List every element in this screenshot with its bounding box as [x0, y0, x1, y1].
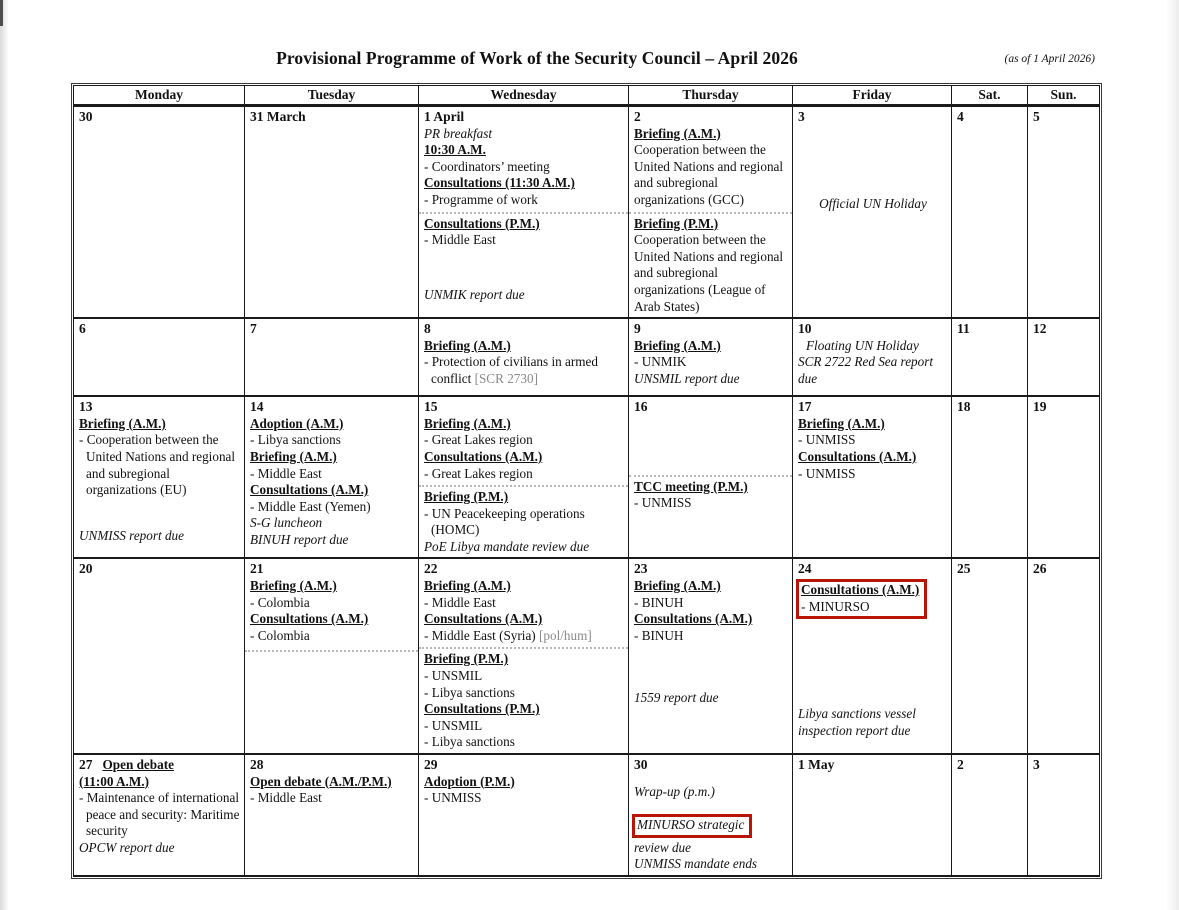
day-number-label: 8	[424, 321, 431, 337]
day-number	[424, 109, 625, 126]
session-heading: Consultations (A.M.)	[424, 611, 543, 627]
session-heading: Briefing (A.M.)	[250, 448, 337, 464]
day-cell	[74, 558, 245, 754]
agenda-item: - Programme of work	[424, 191, 538, 207]
day-number-label: 25	[957, 561, 971, 577]
note-italic: Libya sanctions vessel inspection report due	[798, 706, 916, 738]
day-cell-content	[250, 321, 415, 393]
weekday-header: Sun.	[1028, 86, 1100, 106]
spacer	[250, 644, 415, 647]
day-cell	[74, 396, 245, 558]
day-number-label: 5	[1033, 109, 1040, 124]
day-number	[424, 757, 625, 774]
day-number	[634, 321, 789, 338]
day-number	[957, 399, 1024, 416]
day-cell	[952, 106, 1028, 319]
spacer	[634, 800, 789, 813]
day-number-label: 21	[250, 561, 264, 577]
session-heading: Consultations (P.M.)	[424, 215, 540, 231]
day-cell	[793, 106, 952, 319]
day-number	[957, 109, 1024, 126]
agenda-item: - MINURSO	[801, 598, 870, 614]
day-number-label: 6	[79, 321, 86, 337]
day-number-label: 3	[798, 109, 805, 124]
day-number-label: 31 March	[250, 109, 306, 124]
session-heading: Briefing (P.M.)	[634, 215, 719, 231]
due-notes	[424, 287, 625, 304]
weekday-header: Thursday	[629, 86, 793, 106]
day-number-label: 9	[634, 321, 641, 337]
weekday-header-row	[74, 86, 1100, 106]
session-heading: Consultations (A.M.)	[250, 611, 369, 627]
day-number-label: 11	[957, 321, 970, 337]
agenda-item: - Middle East	[424, 232, 496, 248]
weekday-header: Wednesday	[419, 86, 629, 106]
day-number-label: 1 April	[424, 109, 465, 124]
day-number-label: 24	[798, 561, 812, 577]
session-heading: Briefing (A.M.)	[250, 578, 337, 594]
day-number	[250, 757, 415, 774]
agenda-item: - Libya sanctions	[424, 734, 515, 750]
scan-edge-right	[1167, 0, 1179, 910]
note-italic: review due	[634, 839, 691, 855]
day-number-label: 15	[424, 399, 438, 415]
week-row	[74, 754, 1100, 876]
session-heading: Briefing (A.M.)	[634, 578, 721, 594]
session-heading: Briefing (A.M.)	[634, 125, 721, 141]
day-number	[79, 757, 241, 774]
day-cell	[74, 106, 245, 319]
session-heading: Open debate (A.M./P.M.)	[250, 773, 392, 789]
spacer	[798, 126, 948, 196]
day-cell	[793, 396, 952, 558]
gray-tag: [SCR 2730]	[474, 370, 538, 386]
note-italic: UNMISS mandate ends	[634, 856, 758, 872]
note-italic: SCR 2722 Red Sea report due	[798, 354, 934, 386]
week-row	[74, 318, 1100, 396]
day-number	[1033, 561, 1096, 578]
day-cell-content	[79, 321, 241, 393]
agenda-item: - Middle East	[424, 594, 496, 610]
day-number	[634, 399, 789, 416]
day-cell-content	[250, 757, 415, 872]
session-heading: Briefing (A.M.)	[424, 578, 511, 594]
day-cell	[419, 558, 629, 754]
day-cell-content	[634, 109, 789, 315]
day-cell-content	[957, 321, 1024, 393]
day-cell	[1028, 558, 1100, 754]
day-cell-content	[79, 399, 241, 544]
day-cell	[629, 318, 793, 396]
day-cell	[629, 558, 793, 754]
day-number-label: 28	[250, 757, 264, 772]
day-cell	[952, 396, 1028, 558]
day-number-label: 22	[424, 561, 438, 577]
weekday-header: Tuesday	[245, 86, 419, 106]
day-cell	[245, 754, 419, 876]
day-cell	[1028, 106, 1100, 319]
day-number-label: 29	[424, 757, 438, 772]
day-number	[957, 321, 1024, 338]
day-number	[1033, 757, 1096, 774]
day-cell-content	[798, 321, 948, 393]
day-number	[79, 561, 241, 578]
day-cell-content	[957, 757, 1024, 872]
day-cell	[419, 106, 629, 319]
day-number-label: 10	[798, 321, 812, 337]
day-cell-content	[1033, 109, 1096, 304]
day-number-label: 7	[250, 321, 257, 337]
agenda-text: Cooperation between the United Nations and regional and subregional organizations (League of Arab States)	[634, 232, 784, 314]
week-row	[74, 396, 1100, 558]
day-number	[250, 321, 415, 338]
session-heading: Consultations (A.M.)	[801, 582, 920, 598]
day-cell	[74, 318, 245, 396]
spacer	[634, 644, 789, 690]
session-heading: Adoption (A.M.)	[250, 415, 344, 431]
day-cell-content	[1033, 757, 1096, 872]
session-heading: Briefing (A.M.)	[79, 415, 166, 431]
session-heading: Briefing (A.M.)	[424, 337, 511, 353]
day-cell	[419, 754, 629, 876]
agenda-item: - UNMISS	[634, 495, 692, 511]
day-number	[1033, 109, 1096, 126]
day-number	[424, 399, 625, 416]
day-cell-content	[957, 109, 1024, 304]
day-cell-content	[957, 561, 1024, 739]
agenda-item: - UNSMIL	[424, 717, 483, 733]
due-notes	[798, 706, 948, 739]
day-number-label: 4	[957, 109, 964, 124]
session-heading: Consultations (11:30 A.M.)	[424, 175, 575, 191]
day-number-label: 1 May	[798, 757, 835, 772]
day-number-label: 30	[79, 109, 93, 124]
due-notes	[79, 528, 241, 545]
day-number-label: 16	[634, 399, 648, 415]
am-pm-divider	[245, 650, 418, 652]
agenda-item: - UNMISS	[798, 465, 856, 481]
weekday-header: Friday	[793, 86, 952, 106]
day-number	[634, 561, 789, 578]
spacer	[634, 416, 789, 472]
session-heading: Briefing (P.M.)	[424, 651, 509, 667]
day-number	[634, 757, 789, 774]
day-number	[798, 561, 948, 578]
session-heading: Adoption (P.M.)	[424, 773, 515, 789]
session-heading: TCC meeting (P.M.)	[634, 478, 748, 494]
agenda-item: - Great Lakes region	[424, 465, 533, 481]
agenda-item: - Middle East	[250, 465, 322, 481]
agenda-text: Cooperation between the United Nations and regional and subregional organizations (GCC)	[634, 142, 784, 207]
day-number	[250, 561, 415, 578]
day-cell	[245, 558, 419, 754]
gray-tag: [pol/hum]	[539, 627, 592, 643]
note-italic: Wrap-up (p.m.)	[634, 783, 715, 799]
session-heading: Consultations (A.M.)	[424, 448, 543, 464]
session-heading: Consultations (A.M.)	[798, 448, 917, 464]
calendar-body	[74, 106, 1100, 876]
day-number	[798, 109, 948, 126]
week-row	[74, 558, 1100, 754]
day-cell	[419, 318, 629, 396]
day-cell	[245, 396, 419, 558]
scan-edge-left	[0, 0, 8, 910]
session-heading: Consultations (P.M.)	[424, 701, 540, 717]
day-number	[250, 109, 415, 126]
day-number-label: 2	[957, 757, 964, 772]
day-cell-content	[424, 561, 625, 751]
am-pm-divider	[419, 647, 628, 649]
weekday-header: Monday	[74, 86, 245, 106]
day-number	[798, 321, 948, 338]
day-cell	[793, 558, 952, 754]
day-cell-content	[798, 561, 948, 739]
day-cell-content	[1033, 321, 1096, 393]
agenda-item: - UNMISS	[798, 432, 856, 448]
agenda-item: - Middle East (Syria) [pol/hum]	[424, 627, 592, 643]
day-number-label: 26	[1033, 561, 1047, 577]
day-cell	[629, 106, 793, 319]
day-cell	[74, 754, 245, 876]
agenda-item: - Libya sanctions	[424, 684, 515, 700]
day-number-label: 30	[634, 757, 648, 772]
day-cell-content	[798, 109, 948, 304]
day-cell-content	[634, 561, 789, 739]
day-number	[79, 399, 241, 416]
day-number-label: 27	[79, 757, 93, 772]
note-italic: MINURSO strategic	[637, 817, 745, 833]
note-italic: UNSMIL report due	[634, 370, 740, 386]
day-number	[424, 321, 625, 338]
day-heading-suffix: Open debate	[102, 757, 174, 772]
day-cell-content	[424, 321, 625, 393]
day-number-label: 23	[634, 561, 648, 577]
day-cell-content	[957, 399, 1024, 544]
session-heading: (11:00 A.M.)	[79, 773, 149, 789]
note-italic: UNMISS report due	[79, 527, 184, 543]
day-cell	[952, 318, 1028, 396]
agenda-item: - UNMIK	[634, 354, 687, 370]
agenda-item: - Cooperation between the United Nations and regional and subregional organizations (EU)	[79, 432, 236, 498]
day-cell	[419, 396, 629, 558]
day-number-label: 12	[1033, 321, 1047, 337]
note-italic: OPCW report due	[79, 839, 175, 855]
day-cell	[1028, 396, 1100, 558]
document-title: Provisional Programme of Work of the Security Council – April 2026	[276, 48, 798, 68]
day-number-label: 2	[634, 109, 641, 124]
note-italic: 1559 report due	[634, 690, 719, 706]
day-number	[250, 399, 415, 416]
day-cell-content	[79, 757, 241, 872]
holiday-note: Official UN Holiday	[819, 195, 927, 211]
day-cell-content	[79, 561, 241, 739]
day-number-label: 3	[1033, 757, 1040, 772]
day-cell	[245, 106, 419, 319]
agenda-item: - Maintenance of international peace and security: Maritime security	[79, 790, 240, 839]
scan-artifact	[0, 0, 3, 26]
day-cell-content	[1033, 561, 1096, 739]
day-number	[798, 399, 948, 416]
day-cell-content	[79, 109, 241, 304]
note-italic: UNMIK report due	[424, 287, 525, 303]
day-number	[1033, 321, 1096, 338]
day-number-label: 13	[79, 399, 93, 415]
day-cell	[629, 754, 793, 876]
agenda-item: - Middle East	[250, 790, 322, 806]
day-number-label: 18	[957, 399, 971, 415]
calendar-table-frame	[71, 83, 1102, 879]
day-number-label: 19	[1033, 399, 1047, 415]
agenda-item: - BINUH	[634, 627, 684, 643]
calendar-table	[73, 85, 1100, 877]
agenda-item: - Libya sanctions	[250, 432, 341, 448]
session-heading: Consultations (A.M.)	[250, 482, 369, 498]
day-cell-content	[634, 757, 789, 873]
session-heading: Briefing (A.M.)	[634, 337, 721, 353]
week-row	[74, 106, 1100, 319]
day-cell-content	[424, 757, 625, 872]
agenda-item: - Colombia	[250, 627, 310, 643]
session-heading: Briefing (P.M.)	[424, 489, 509, 505]
am-pm-divider	[419, 485, 628, 487]
day-cell-content	[424, 109, 625, 304]
day-number-label: 20	[79, 561, 93, 577]
highlight-box	[796, 579, 927, 619]
day-cell-content	[1033, 399, 1096, 544]
day-cell	[245, 318, 419, 396]
day-number	[424, 561, 625, 578]
day-cell	[1028, 754, 1100, 876]
day-cell-content	[250, 561, 415, 739]
agenda-item: - Middle East (Yemen)	[250, 498, 371, 514]
session-heading: 10:30 A.M.	[424, 142, 486, 158]
day-cell-content	[250, 399, 415, 548]
day-cell	[952, 558, 1028, 754]
day-number	[634, 109, 789, 126]
day-number	[957, 561, 1024, 578]
day-cell-content	[798, 757, 948, 872]
day-number-label: 17	[798, 399, 812, 415]
day-cell	[793, 754, 952, 876]
day-number	[1033, 399, 1096, 416]
session-heading: Consultations (A.M.)	[634, 611, 753, 627]
day-cell-content	[798, 399, 948, 544]
note-italic: Floating UN Holiday	[806, 337, 919, 353]
day-cell-content	[634, 321, 789, 393]
session-heading: Briefing (A.M.)	[798, 415, 885, 431]
day-number-label: 14	[250, 399, 264, 415]
agenda-item: - UN Peacekeeping operations (HOMC)	[424, 505, 585, 538]
agenda-item: - BINUH	[634, 594, 684, 610]
agenda-item: - Colombia	[250, 594, 310, 610]
agenda-item: - Protection of civilians in armed conflict [SCR 2730]	[424, 354, 598, 386]
agenda-item: - UNSMIL	[424, 668, 483, 684]
day-number	[957, 757, 1024, 774]
as-of-note: (as of 1 April 2026)	[1004, 53, 1095, 65]
day-cell-content	[250, 109, 415, 304]
note-italic: BINUH report due	[250, 531, 349, 547]
day-number	[79, 109, 241, 126]
am-pm-divider	[629, 475, 792, 477]
day-cell	[1028, 318, 1100, 396]
am-pm-divider	[629, 212, 792, 214]
agenda-item: - Great Lakes region	[424, 432, 533, 448]
am-pm-divider	[419, 212, 628, 214]
note-italic: S-G luncheon	[250, 515, 323, 531]
highlight-box	[632, 814, 752, 838]
note-italic: PR breakfast	[424, 125, 492, 141]
spacer	[634, 774, 789, 784]
day-cell	[629, 396, 793, 558]
day-number	[79, 321, 241, 338]
agenda-item: - UNMISS	[424, 790, 482, 806]
day-cell-content	[634, 399, 789, 544]
note-italic: PoE Libya mandate review due	[424, 538, 590, 554]
day-cell	[952, 754, 1028, 876]
agenda-item: - Coordinators’ meeting	[424, 158, 550, 174]
day-cell-content	[424, 399, 625, 555]
day-number	[798, 757, 948, 774]
weekday-header: Sat.	[952, 86, 1028, 106]
session-heading: Briefing (A.M.)	[424, 415, 511, 431]
day-cell	[793, 318, 952, 396]
